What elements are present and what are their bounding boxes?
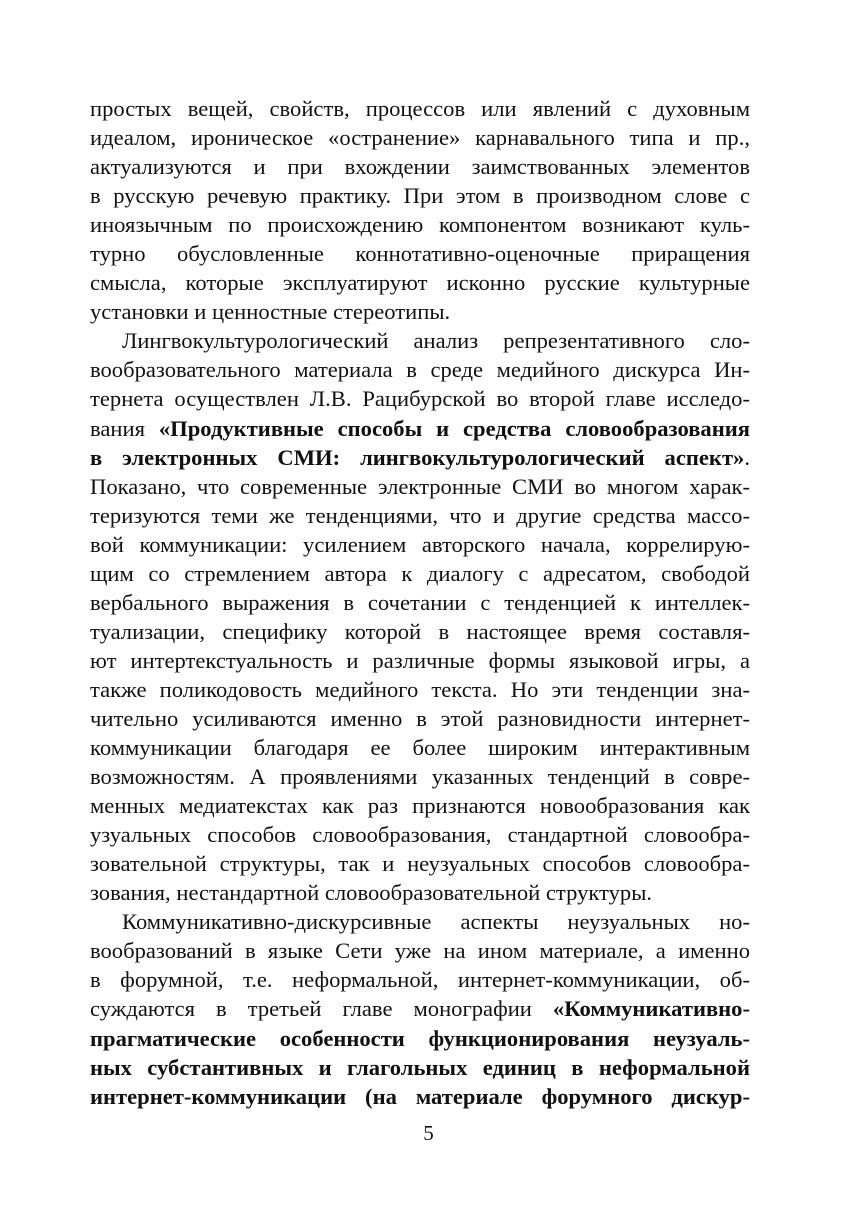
paragraph-1 [90, 94, 750, 326]
text-line: простых вещей, свойств, процессов или явлений с духовным [90, 96, 750, 121]
text-line: актуализуются и при вхождении заимствованных элементов [90, 154, 750, 180]
text-line: зовательной структуры, так и неузуальных способов словообра- [90, 851, 750, 877]
text-line: коммуникации благодаря ее более широким интерактивным [90, 735, 750, 761]
chapter-title-bold: в электронных СМИ: лингвокультурологический аспект» [90, 444, 745, 470]
text-line: иноязычным по происхождению компонентом возникают куль- [90, 212, 750, 238]
text-line [90, 443, 750, 472]
text-line: вербального выражения в сочетании с тенденцией к интеллек- [90, 589, 750, 615]
body-text [90, 94, 750, 1111]
chapter-title-bold: «Коммуникативно- [552, 996, 750, 1022]
text-line: узуальных способов словообразования, стандартной словообра- [90, 822, 750, 848]
text-line: Лингвокультурологический анализ репрезентативного сло- [122, 328, 750, 354]
chapter-title-bold: прагматические особенности функционирования неузуаль- [90, 1025, 750, 1051]
text-run: суждаются в третьей главе монографии [90, 996, 553, 1022]
text-line: в русскую речевую практику. При этом в производном слове с [90, 183, 750, 209]
text-line: менных медиатекстах как раз признаются новообразования как [90, 793, 750, 819]
text-line: турно обусловленные коннотативно-оценочные приращения [90, 241, 750, 267]
text-run: . [744, 444, 750, 470]
text-line: ют интертекстуальность и различные формы языковой игры, а [90, 647, 750, 673]
text-line: установки и ценностные стереотипы. [90, 299, 451, 325]
text-line: Коммуникативно-дискурсивные аспекты неузуальных но- [122, 909, 750, 935]
text-line: зования, нестандартной словообразовательной структуры. [90, 880, 653, 906]
chapter-title-bold: ных субстантивных и глагольных единиц в неформальной [90, 1054, 750, 1080]
text-line: идеалом, ироническое «остранение» карнавального типа и пр., [90, 125, 750, 151]
text-line: вой коммуникации: усилением авторского начала, коррелирую- [90, 531, 750, 557]
text-run: вания [90, 415, 159, 441]
chapter-title-bold: «Продуктивные способы и средства словообразования [158, 415, 750, 441]
text-line: чительно усиливаются именно в этой разновидности интернет- [90, 705, 750, 731]
text-line [90, 994, 750, 1023]
text-line: в форумной, т.е. неформальной, интернет-коммуникации, об- [90, 967, 750, 993]
text-line: щим со стремлением автора к диалогу с адресатом, свободой [90, 560, 750, 586]
page-number: 5 [423, 1121, 434, 1145]
paragraph-3 [90, 907, 750, 1110]
chapter-title-bold: интернет-коммуникации (на материале форумного дискур- [90, 1083, 750, 1109]
text-line: туализации, специфику которой в настоящее время составля- [90, 618, 750, 644]
text-line: тернета осуществлен Л.В. Рацибурской во второй главе исследо- [90, 386, 750, 412]
text-line: возможностям. А проявлениями указанных тенденций в совре- [90, 764, 750, 790]
text-line: вообразовательного материала в среде медийного дискурса Ин- [90, 357, 750, 383]
paragraph-2 [90, 326, 750, 907]
text-line [90, 414, 750, 443]
text-line: теризуются теми же тенденциями, что и другие средства массо- [90, 502, 750, 528]
text-line: Показано, что современные электронные СМИ во многом харак- [90, 473, 750, 499]
text-line: смысла, которые эксплуатируют исконно русские культурные [90, 270, 750, 296]
text-line: вообразований в языке Сети уже на ином материале, а именно [90, 938, 750, 964]
text-line: также поликодовость медийного текста. Но эти тенденции зна- [90, 676, 750, 702]
